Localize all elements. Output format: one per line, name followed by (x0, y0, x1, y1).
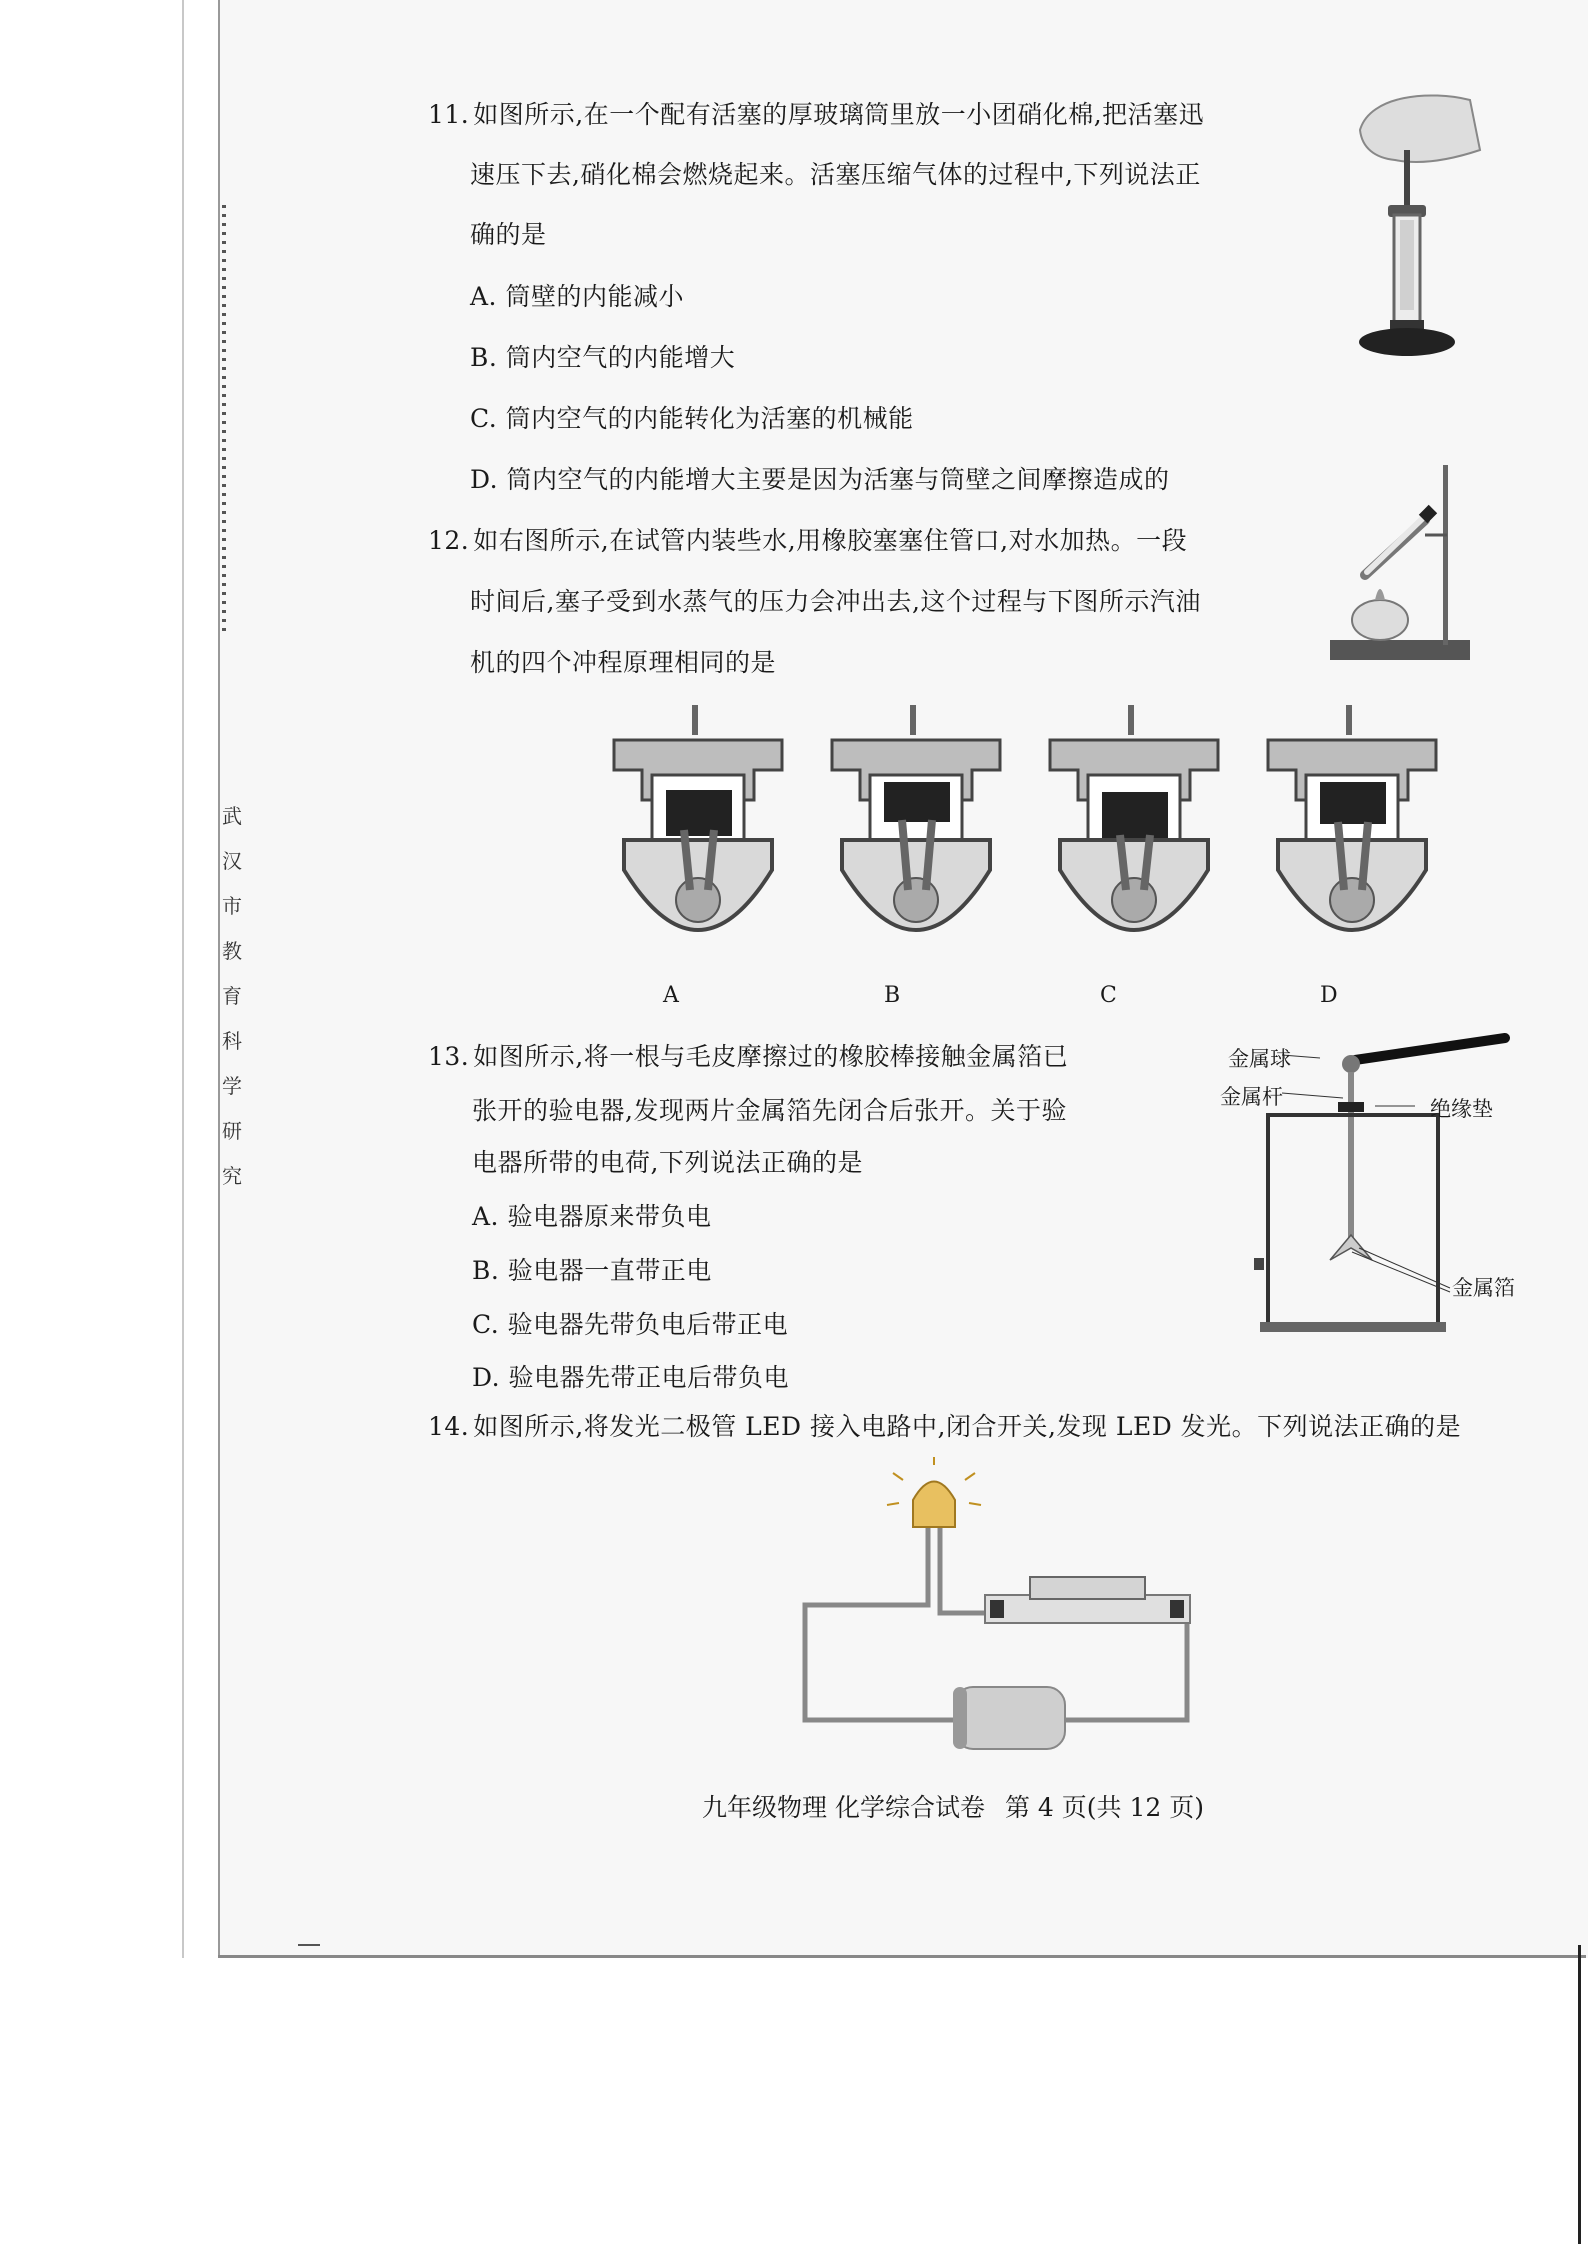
test-tube-heating-figure (1325, 460, 1475, 690)
engine-label-a: A (663, 983, 679, 1008)
engine-stroke-d (1258, 700, 1446, 960)
margin-char: 汉 (222, 849, 242, 873)
q13-option-d: D. 验电器先带正电后带负电 (472, 1363, 790, 1392)
margin-char: 育 (222, 984, 242, 1008)
q11-line-1 (428, 100, 1204, 130)
q13-option-a: A. 验电器原来带负电 (472, 1202, 712, 1231)
label-metal-foil: 金属箔 (1452, 1276, 1515, 1300)
q11-text: 如图所示,在一个配有活塞的厚玻璃筒里放一小团硝化棉,把活塞迅 (473, 100, 1205, 129)
engine-label-d: D (1320, 983, 1338, 1008)
q12-line-3: 机的四个冲程原理相同的是 (470, 648, 777, 677)
q12-line-2: 时间后,塞子受到水蒸气的压力会冲出去,这个过程与下图所示汽油 (470, 587, 1201, 616)
sheet-bottom-edge (218, 1955, 1586, 1958)
q13-line-3: 电器所带的电荷,下列说法正确的是 (472, 1148, 863, 1177)
engine-stroke-c (1040, 700, 1228, 960)
label-metal-rod: 金属杆 (1220, 1085, 1283, 1109)
q14-number: 14. (428, 1412, 470, 1441)
margin-char: 究 (222, 1164, 242, 1188)
q13-line-1 (428, 1042, 1068, 1072)
engine-stroke-a (604, 700, 792, 960)
margin-char: 科 (222, 1029, 242, 1053)
q11-number: 11. (428, 100, 470, 129)
scanner-edge (1578, 1945, 1581, 2244)
electroscope-figure (1240, 1030, 1510, 1350)
q11-line-3: 确的是 (470, 220, 547, 249)
label-insulating-pad: 绝缘垫 (1430, 1097, 1493, 1121)
q11-option-b: B. 筒内空气的内能增大 (470, 343, 736, 372)
q12-line-1 (428, 526, 1187, 556)
q11-line-2: 速压下去,硝化棉会燃烧起来。活塞压缩气体的过程中,下列说法正 (470, 160, 1201, 189)
q13-number: 13. (428, 1042, 470, 1071)
margin-char: 武 (222, 804, 242, 828)
footer-title: 九年级物理 化学综合试卷 (702, 1793, 985, 1822)
q13-text: 如图所示,将一根与毛皮摩擦过的橡胶棒接触金属箔已 (473, 1042, 1069, 1071)
engine-stroke-b (822, 700, 1010, 960)
margin-char: 研 (222, 1119, 242, 1143)
margin-char: 学 (222, 1074, 242, 1098)
q11-option-a: A. 筒壁的内能减小 (470, 282, 684, 311)
engine-label-b: B (884, 983, 901, 1008)
binding-rule (182, 0, 184, 1958)
margin-char: 市 (222, 894, 242, 918)
fire-syringe-figure (1340, 90, 1480, 370)
q11-option-c: C. 筒内空气的内能转化为活塞的机械能 (470, 404, 914, 433)
q14-text: 如图所示,将发光二极管 LED 接入电路中,闭合开关,发现 LED 发光。下列说法正确的是 (473, 1412, 1462, 1441)
q14-line-1 (428, 1412, 1461, 1442)
q11-option-d: D. 筒内空气的内能增大主要是因为活塞与筒壁之间摩擦造成的 (470, 465, 1170, 494)
margin-char: 教 (222, 939, 242, 963)
q13-option-b: B. 验电器一直带正电 (472, 1256, 712, 1285)
label-metal-ball: 金属球 (1228, 1047, 1291, 1071)
footer-page-number: 第 4 页(共 12 页) (1004, 1793, 1204, 1822)
margin-cut-text (222, 800, 242, 1205)
q12-number: 12. (428, 526, 470, 555)
binding-dotted-line (222, 205, 226, 635)
q13-option-c: C. 验电器先带负电后带正电 (472, 1310, 789, 1339)
engine-label-c: C (1100, 983, 1117, 1008)
q12-text: 如右图所示,在试管内装些水,用橡胶塞塞住管口,对水加热。一段 (473, 526, 1188, 555)
page-footer (702, 1788, 1204, 1824)
q13-line-2: 张开的验电器,发现两片金属箔先闭合后张开。关于验 (472, 1096, 1067, 1125)
edge-mark (298, 1944, 320, 1946)
led-circuit-figure (795, 1465, 1225, 1765)
